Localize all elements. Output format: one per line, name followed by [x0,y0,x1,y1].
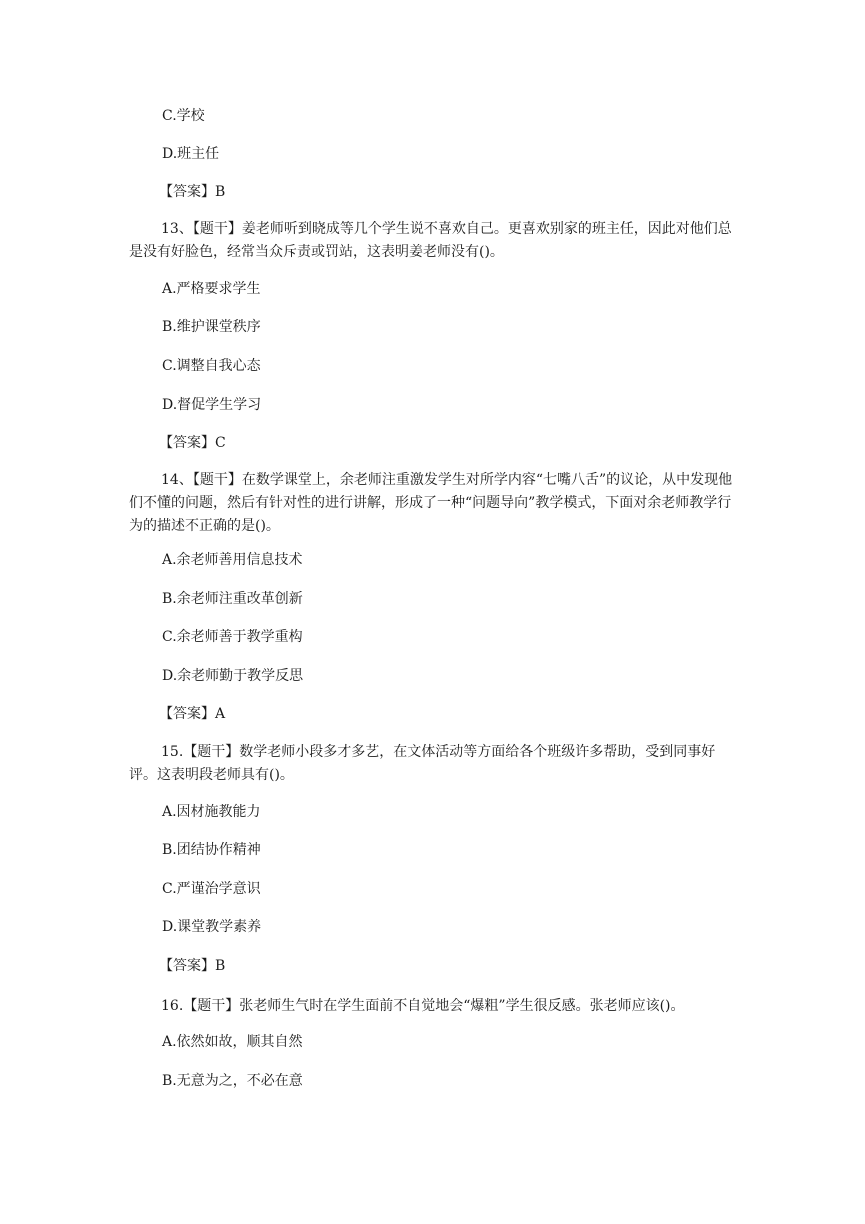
option-c: C.余老师善于教学重构 [162,629,303,645]
option-a: A.依然如故，顺其自然 [162,1034,303,1050]
question-stem-15: 15.【题干】数学老师小段多才多艺，在文体活动等方面给各个班级许多帮助，受到同事好评。这表明段老师具有()。 [129,744,716,783]
answer-line: 【答案】C [159,435,226,451]
question-stem-16: 16.【题干】张老师生气时在学生面前不自觉地会“爆粗”学生很反感。张老师应该()。 [161,998,685,1014]
option-c: C.调整自我心态 [162,358,261,374]
option-a: A.余老师善用信息技术 [162,552,303,568]
option-b: B.余老师注重改革创新 [162,591,303,607]
question-stem-14: 14、【题干】在数学课堂上，余老师注重激发学生对所学内容“七嘴八舌”的议论，从中发现他们不懂的问题，然后有针对性的进行讲解，形成了一种“问题导向”教学模式，下面对余老师教学行为的描述不正确的是()。 [129,472,733,534]
option-a: A.因材施教能力 [162,804,261,820]
option-d: D.余老师勤于教学反思 [162,668,304,684]
option-b: B.无意为之，不必在意 [162,1073,303,1089]
option-d: D.督促学生学习 [162,397,262,413]
answer-line: 【答案】A [159,706,226,722]
option-a: A.严格要求学生 [162,281,261,297]
option-d: D.班主任 [162,146,220,162]
option-d: D.课堂教学素养 [162,919,262,935]
answer-line: 【答案】B [159,958,226,974]
question-stem-13: 13、【题干】姜老师听到晓成等几个学生说不喜欢自己。更喜欢别家的班主任，因此对他们总是没有好脸色，经常当众斥责或罚站，这表明姜老师没有()。 [129,221,732,260]
option-b: B.团结协作精神 [162,842,261,858]
option-b: B.维护课堂秩序 [162,319,261,335]
option-c: C.严谨治学意识 [162,881,261,897]
answer-line: 【答案】B [159,184,226,200]
option-c: C.学校 [162,108,205,124]
